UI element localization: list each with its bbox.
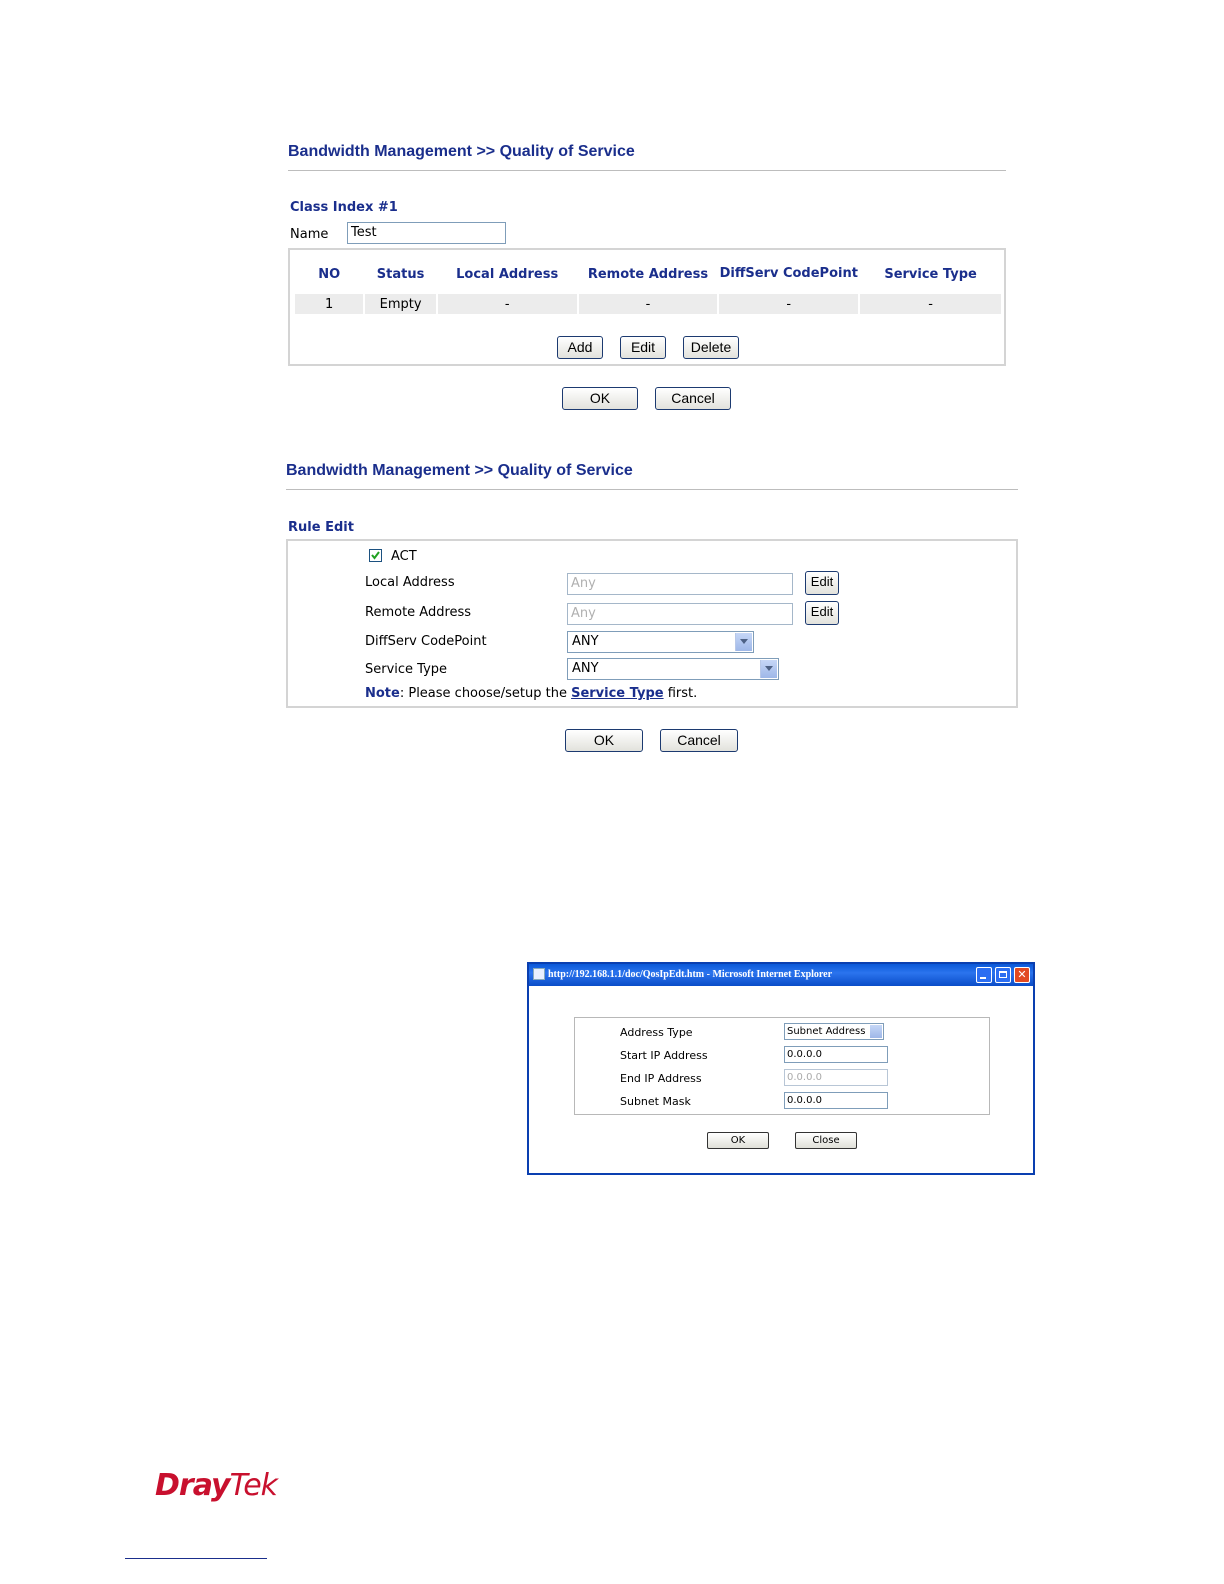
ok-button[interactable]: OK — [562, 387, 638, 410]
column-header: DiffServ CodePoint — [719, 266, 858, 281]
column-header: Remote Address — [587, 266, 709, 282]
minimize-icon[interactable] — [976, 967, 992, 983]
subnet-mask-input[interactable]: 0.0.0.0 — [784, 1092, 888, 1109]
logo-text-tek: Tek — [229, 1468, 278, 1503]
address-panel — [574, 1017, 990, 1115]
cell-no[interactable]: 1 — [295, 294, 363, 314]
footer-line — [125, 1558, 267, 1559]
cell-service-type: - — [860, 294, 1001, 314]
act-label: ACT — [391, 549, 417, 564]
column-header: Status — [376, 266, 425, 282]
address-type-label: Address Type — [620, 1026, 693, 1039]
cancel-button[interactable]: Cancel — [660, 729, 738, 752]
column-header: NO — [318, 266, 341, 282]
remote-address-label: Remote Address — [365, 605, 472, 620]
checkmark-icon — [370, 550, 381, 561]
close-button[interactable]: Close — [795, 1132, 857, 1149]
name-label: Name — [290, 227, 329, 242]
edit-button[interactable]: Edit — [620, 336, 666, 359]
cell-diffserv: - — [719, 294, 858, 314]
class-index-label: Class Index #1 — [290, 200, 398, 215]
diffserv-select[interactable] — [567, 631, 754, 653]
add-button[interactable]: Add — [557, 336, 603, 359]
ie-page-icon — [533, 968, 545, 980]
draytek-logo — [155, 1468, 277, 1503]
start-ip-input[interactable]: 0.0.0.0 — [784, 1046, 888, 1063]
service-type-select[interactable] — [567, 658, 779, 680]
cell-local-address: - — [438, 294, 577, 314]
diffserv-label: DiffServ CodePoint — [365, 634, 487, 649]
rules-table — [293, 254, 1003, 316]
chevron-down-icon[interactable] — [760, 660, 777, 678]
rule-edit-label: Rule Edit — [288, 520, 354, 535]
ok-button[interactable]: OK — [707, 1132, 769, 1149]
start-ip-label: Start IP Address — [620, 1049, 708, 1062]
ie-popup-window — [527, 962, 1035, 1175]
title-divider — [286, 489, 1018, 490]
window-titlebar[interactable] — [529, 964, 1033, 986]
local-address-edit-button[interactable]: Edit — [805, 571, 839, 595]
service-type-selected-value: ANY — [572, 661, 599, 676]
note-body: : Please choose/setup the — [399, 686, 572, 701]
address-type-value: Subnet Address — [787, 1026, 866, 1037]
service-type-link[interactable]: Service Type — [571, 686, 664, 701]
window-title: http://192.168.1.1/doc/QosIpEdt.htm - Microsoft Internet Explorer — [548, 969, 833, 980]
name-input[interactable]: Test — [347, 222, 506, 244]
cancel-button[interactable]: Cancel — [655, 387, 731, 410]
act-checkbox[interactable] — [369, 549, 382, 562]
cell-status: Empty — [365, 294, 435, 314]
end-ip-input: 0.0.0.0 — [784, 1069, 888, 1086]
note-prefix: Note — [365, 686, 400, 701]
class-rules-panel — [288, 248, 1006, 366]
logo-text-dray: Dray — [155, 1468, 230, 1503]
page-title: Bandwidth Management >> Quality of Service — [286, 462, 633, 479]
cell-remote-address: - — [579, 294, 718, 314]
diffserv-selected-value: ANY — [572, 634, 599, 649]
remote-address-field: Any — [567, 603, 793, 625]
column-header: Service Type — [884, 266, 977, 282]
note-suffix: first. — [663, 686, 698, 701]
chevron-down-icon[interactable] — [870, 1025, 882, 1038]
local-address-field: Any — [567, 573, 793, 595]
local-address-label: Local Address — [365, 575, 455, 590]
title-divider — [288, 170, 1006, 171]
delete-button[interactable]: Delete — [683, 336, 739, 359]
service-type-label: Service Type — [365, 662, 448, 677]
column-header: Local Address — [456, 266, 559, 282]
maximize-icon[interactable] — [995, 967, 1011, 983]
address-type-select[interactable] — [784, 1023, 884, 1040]
remote-address-edit-button[interactable]: Edit — [805, 601, 839, 625]
close-icon[interactable]: ✕ — [1014, 967, 1030, 983]
ok-button[interactable]: OK — [565, 729, 643, 752]
table-row[interactable] — [295, 294, 1001, 314]
chevron-down-icon[interactable] — [735, 633, 752, 651]
subnet-mask-label: Subnet Mask — [620, 1095, 691, 1108]
note-text — [365, 686, 697, 701]
page-title: Bandwidth Management >> Quality of Service — [288, 143, 635, 160]
rule-edit-panel — [286, 539, 1018, 708]
end-ip-label: End IP Address — [620, 1072, 702, 1085]
